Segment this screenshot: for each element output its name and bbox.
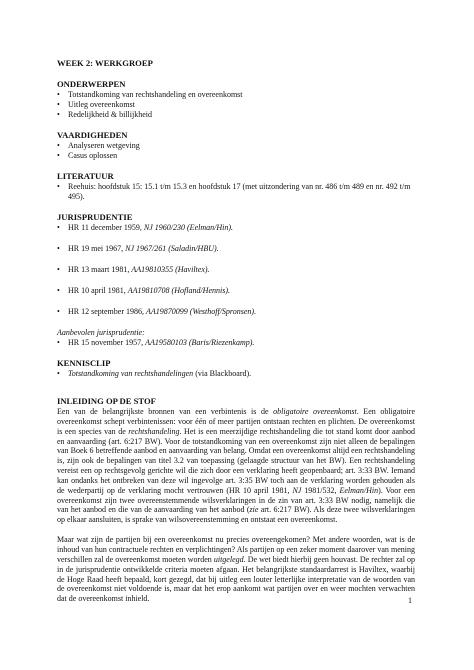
title-section (57, 58, 415, 69)
list-item: • HR 11 december 1959, NJ 1960/230 (Eelman/Hin). (57, 223, 234, 232)
inleiding-heading: INLEIDING OP DE STOF (57, 396, 156, 406)
bullet-icon: • (57, 244, 60, 253)
page-content (57, 58, 415, 604)
vaardigheden-heading: VAARDIGHEDEN (57, 130, 128, 140)
inleiding-paragraph-1: Een van de belangrijkste bronnen van een verbintenis is de obligatoire overeenkomst. Een obligatoire overeenkomst schept verbintenissen: voor één of meer partijen ontstaan rechten en plichten. De overeenkomst is een species van de rechtshandeling. Het is een meerzijdige rechtshandeling die tot stand komt door aanbod en aanvaarding (art. 6:217 BW). Voor de totstandkoming van een overeenkomst zijn niet alleen de bepalingen van Boek 6 betreffende aanbod en aanvaarding van belang. Omdat een overeenkomst altijd een rechtshandeling is, zijn ook de bepalingen van titel 3.2 van toepassing (gelaagde structuur van het BW). Een rechtshandeling vereist een op rechtsgevolg gerichte wil die zich door een verklaring heeft geopenbaard; art. 3:33 BW. Iemand kan ondanks het ontbreken van deze wil ingevolge art. 3:35 BW toch aan de verklaring worden gehouden als de wederpartij op de verklaring mocht vertrouwen (HR 10 april 1981, NJ 1981/532, Eelman/Hin). Voor een overeenkomst zijn twee overeenstemmende wilsverklaringen in de zin van art. 3:33 BW nodig, namelijk die van het aanbod en die van de aanvaarding van het aanbod (zie art. 6:217 BW). Als deze twee wilsverklaringen op elkaar aansluiten, is sprake van wilsovereenstemming en ontstaat een overeenkomst. (57, 407, 415, 525)
bullet-icon: • (57, 141, 60, 150)
jurisprudentie-heading: JURISPRUDENTIE (57, 212, 133, 222)
kennisclip-section (57, 358, 415, 379)
list-item: • Analyseren wetgeving (57, 141, 140, 150)
list-item: • HR 10 april 1981, AA19810708 (Hofland/Hennis). (57, 286, 230, 295)
bullet-icon: • (57, 100, 60, 109)
onderwerpen-section (57, 79, 415, 120)
list-item: • Reehuis: hoofdstuk 15: 15.1 t/m 15.3 en hoofdstuk 17 (met uitzondering van nr. 486 t/m 489 en nr. 492 t/m 495). (57, 182, 411, 201)
list-item: • HR 12 september 1986, AA19870099 (Westhoff/Spronsen). (57, 307, 257, 316)
bullet-icon: • (57, 338, 60, 347)
vaardigheden-section (57, 130, 415, 161)
bullet-icon: • (57, 110, 60, 119)
list-item: • HR 19 mei 1967, NJ 1967/261 (Saladin/HBU). (57, 244, 219, 253)
literatuur-section (57, 171, 415, 202)
page-number: 1 (408, 596, 412, 605)
bullet-icon: • (57, 265, 60, 274)
bullet-icon: • (57, 182, 60, 191)
kennisclip-heading: KENNISCLIP (57, 358, 111, 368)
bullet-icon: • (57, 151, 60, 160)
list-item: • Totstandkoming van rechtshandelingen (via Blackboard). (57, 369, 252, 378)
page-title: WEEK 2: WERKGROEP (57, 58, 153, 68)
inleiding-paragraph-2: Maar wat zijn de partijen bij een overeenkomst nu precies overeengekomen? Met andere woorden, wat is de inhoud van hun contractuele rechten en verplichtingen? Als partijen op een zeker moment daarover van mening verschillen zal de overeenkomst moeten worden uitgelegd. De wet biedt hierbij geen houvast. De rechter zal op in de jurisprudentie ontwikkelde criteria moeten afgaan. Het belangrijkste standaardarrest is Haviltex, waarbij de Hoge Raad heeft bepaald, kort gezegd, dat bij uitleg een louter letterlijke interpretatie van de woorden van de overeenkomst niet voldoende is, maar dat het erop aankomt wat partijen over en weer mochten verwachten dat de overeenkomst inhield. (57, 535, 415, 604)
list-item: • Totstandkoming van rechtshandeling en overeenkomst (57, 90, 243, 99)
bullet-icon: • (57, 90, 60, 99)
bullet-icon: • (57, 223, 60, 232)
list-item: • Uitleg overeenkomst (57, 100, 135, 109)
jurisprudentie-section (57, 212, 415, 348)
inleiding-section (57, 396, 415, 604)
list-item: • Casus oplossen (57, 151, 118, 160)
bullet-icon: • (57, 307, 60, 316)
list-item: • HR 15 november 1957, AA19580103 (Baris/Riezenkamp). (57, 338, 255, 347)
bullet-icon: • (57, 286, 60, 295)
onderwerpen-heading: ONDERWERPEN (57, 79, 126, 89)
bullet-icon: • (57, 369, 60, 378)
aanbevolen-label: Aanbevolen jurisprudentie: (57, 328, 145, 337)
list-item: • Redelijkheid & billijkheid (57, 110, 152, 119)
literatuur-heading: LITERATUUR (57, 171, 114, 181)
list-item: • HR 13 maart 1981, AA19810355 (Haviltex). (57, 265, 210, 274)
